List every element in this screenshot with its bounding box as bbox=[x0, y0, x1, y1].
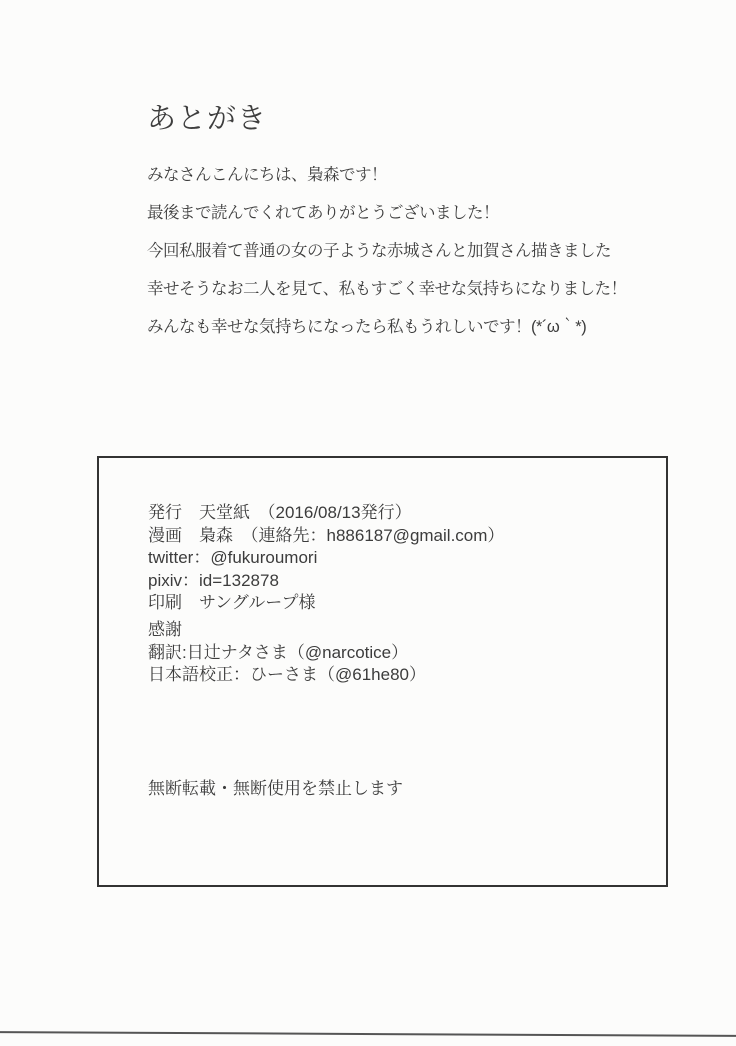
afterword-line: みなさんこんにちは、梟森です！ bbox=[147, 166, 387, 184]
afterword-line: 今回私服着て普通の女の子ような赤城さんと加賀さん描きました bbox=[147, 242, 611, 260]
colophon-box bbox=[97, 456, 668, 887]
afterword-line: 最後まで読んでくれてありがとうございました！ bbox=[147, 204, 499, 222]
publication-info bbox=[148, 502, 504, 615]
publication-line-printer: 印刷 サングループ様 bbox=[148, 593, 316, 612]
page-title: あとがき bbox=[147, 103, 268, 135]
reproduction-notice: 無断転載・無断使用を禁止します bbox=[148, 779, 403, 798]
thanks-line-translation: 翻訳:日辻ナタさま（@narcotice） bbox=[148, 642, 409, 662]
afterword-line: 幸せそうなお二人を見て、私もすごく幸せな気持ちになりました！ bbox=[147, 280, 627, 298]
publication-line-publisher: 発行 天堂紙 （2016/08/13発行） bbox=[148, 503, 412, 522]
publication-line-pixiv: pixiv：id=132878 bbox=[148, 570, 279, 590]
thanks-info bbox=[148, 619, 426, 687]
scan-edge-line bbox=[0, 1031, 736, 1037]
afterword-line: みんなも幸せな気持ちになったら私もうれしいです！(*´ω｀*) bbox=[147, 318, 587, 336]
thanks-heading: 感謝 bbox=[148, 620, 182, 639]
publication-line-artist: 漫画 梟森 （連絡先：h886187@gmail.com） bbox=[148, 525, 505, 545]
afterword-text bbox=[147, 156, 627, 346]
publication-line-twitter: twitter：@fukuroumori bbox=[148, 548, 318, 567]
thanks-line-proofreading: 日本語校正：ひーさま（@61he80） bbox=[148, 665, 426, 684]
